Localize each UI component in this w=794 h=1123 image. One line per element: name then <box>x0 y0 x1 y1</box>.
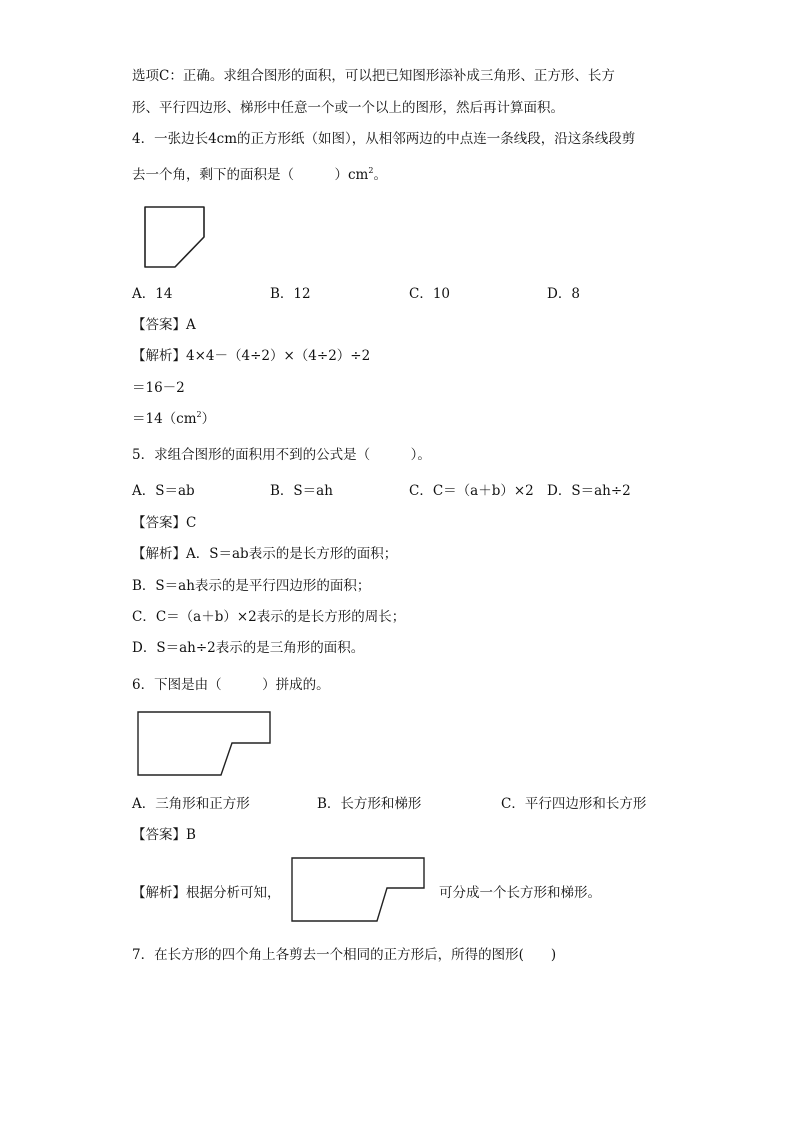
q4-stem-line-1: 4．一张边长4cm的正方形纸（如图），从相邻两边的中点连一条线段，沿这条线段剪 <box>132 131 636 147</box>
q7-stem: 7．在长方形的四个角上各剪去一个相同的正方形后，所得的图形( ) <box>132 947 557 963</box>
q6-stem: 6．下图是由（ ）拼成的。 <box>132 677 330 693</box>
q6-option-b: B．长方形和梯形 <box>317 796 422 812</box>
q6-analysis-figure <box>290 856 430 926</box>
intro-line-1: 选项C：正确。求组合图形的面积，可以把已知图形添补成三角形、正方形、长方 <box>132 68 615 84</box>
q5-analysis-4: D．S＝ah÷2表示的是三角形的面积。 <box>132 640 365 656</box>
q4-analysis-3: $=14(cm^2)$ <box>132 410 216 427</box>
q5-option-a: A．S＝ab <box>132 483 195 499</box>
q4-option-b: B．12 <box>270 286 311 302</box>
q4-answer: 【答案】A <box>132 317 196 333</box>
q5-option-c: C．C＝（a＋b）×2 <box>409 483 534 499</box>
q4-analysis-1: 【解析】4×4－（4÷2）×（4÷2）÷2 <box>132 348 371 364</box>
q5-stem: 5．求组合图形的面积用不到的公式是（ ）。 <box>132 447 431 463</box>
q5-analysis-2: B．S＝ah表示的是平行四边形的面积； <box>132 578 371 594</box>
q4-cut-square-figure <box>140 203 210 273</box>
q4-option-d: D．8 <box>547 286 580 302</box>
q5-option-d: D．S＝ah÷2 <box>547 483 631 499</box>
q5-analysis-1: 【解析】A．S＝ab表示的是长方形的面积； <box>132 546 398 562</box>
q5-analysis-3: C．C＝（a＋b）×2表示的是长方形的周长； <box>132 609 406 625</box>
q6-analysis-prefix: 【解析】根据分析可知， <box>132 885 281 901</box>
q4-stem-line-2: 去一个角，剩下的面积是（ ）$cm^2$。 <box>132 166 387 183</box>
q4-analysis-2: ＝16－2 <box>132 380 185 396</box>
q6-option-c: C．平行四边形和长方形 <box>501 796 647 812</box>
q6-answer: 【答案】B <box>132 827 196 843</box>
q5-answer: 【答案】C <box>132 515 197 531</box>
q4-option-a: A．14 <box>132 286 173 302</box>
q6-composite-figure <box>136 710 274 780</box>
q4-option-c: C．10 <box>409 286 451 302</box>
intro-line-2: 形、平行四边形、梯形中任意一个或一个以上的图形，然后再计算面积。 <box>132 100 564 116</box>
q6-option-a: A．三角形和正方形 <box>132 796 250 812</box>
q6-analysis-suffix: 可分成一个长方形和梯形。 <box>439 885 601 901</box>
q5-option-b: B．S＝ah <box>270 483 333 499</box>
